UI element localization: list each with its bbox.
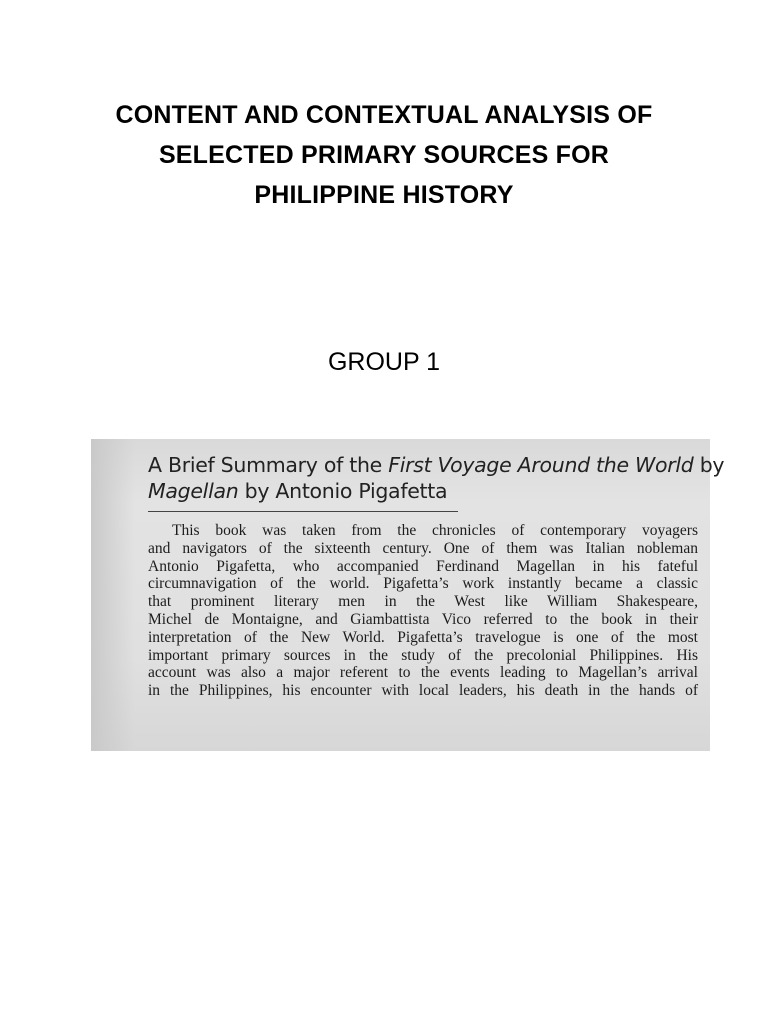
group-label: GROUP 1 [327, 348, 441, 376]
excerpt-heading [148, 452, 725, 504]
excerpt-body-line: important primary sources in the study of the precolonial Philippines. His [148, 646, 698, 664]
excerpt-body-line: circumnavigation of the world. Pigafetta’s work instantly became a classic [148, 575, 698, 593]
title-line-1: CONTENT AND CONTEXTUAL ANALYSIS OF [115, 101, 653, 129]
title-line-3: PHILIPPINE HISTORY [254, 181, 514, 209]
excerpt-heading-line-2 [148, 478, 708, 504]
excerpt-body-line: that prominent literary men in the West like William Shakespeare, [148, 593, 698, 611]
excerpt-body-line: This book was taken from the chronicles of contemporary voyagers [172, 522, 698, 539]
excerpt-body-line: interpretation of the New World. Pigafetta’s travelogue is one of the most [148, 628, 698, 646]
title-line-2: SELECTED PRIMARY SOURCES FOR [158, 141, 610, 169]
excerpt-body-line: in the Philippines, his encounter with local leaders, his death in the hands of [148, 682, 698, 700]
document-title [64, 95, 704, 215]
excerpt-body-line: account was also a major referent to the events leading to Magellan’s arrival [148, 664, 698, 682]
excerpt-heading-line-1 [148, 452, 725, 478]
heading-italic-title: First Voyage Around the World [388, 453, 694, 477]
excerpt-body [148, 522, 698, 700]
scanned-book-excerpt [91, 439, 725, 751]
heading-divider [148, 511, 458, 512]
excerpt-body-line: Antonio Pigafetta, who accompanied Ferdinand Magellan in his fateful [148, 557, 698, 575]
excerpt-body-line: and navigators of the sixteenth century. One of them was Italian nobleman [148, 539, 698, 557]
excerpt-body-line: Michel de Montaigne, and Giambattista Vico referred to the book in their [148, 610, 698, 628]
heading-text: A Brief Summary of the [148, 453, 389, 477]
heading-text: by [693, 453, 725, 477]
heading-text: by Antonio Pigafetta [238, 479, 448, 503]
heading-italic-name: Magellan [148, 479, 239, 503]
